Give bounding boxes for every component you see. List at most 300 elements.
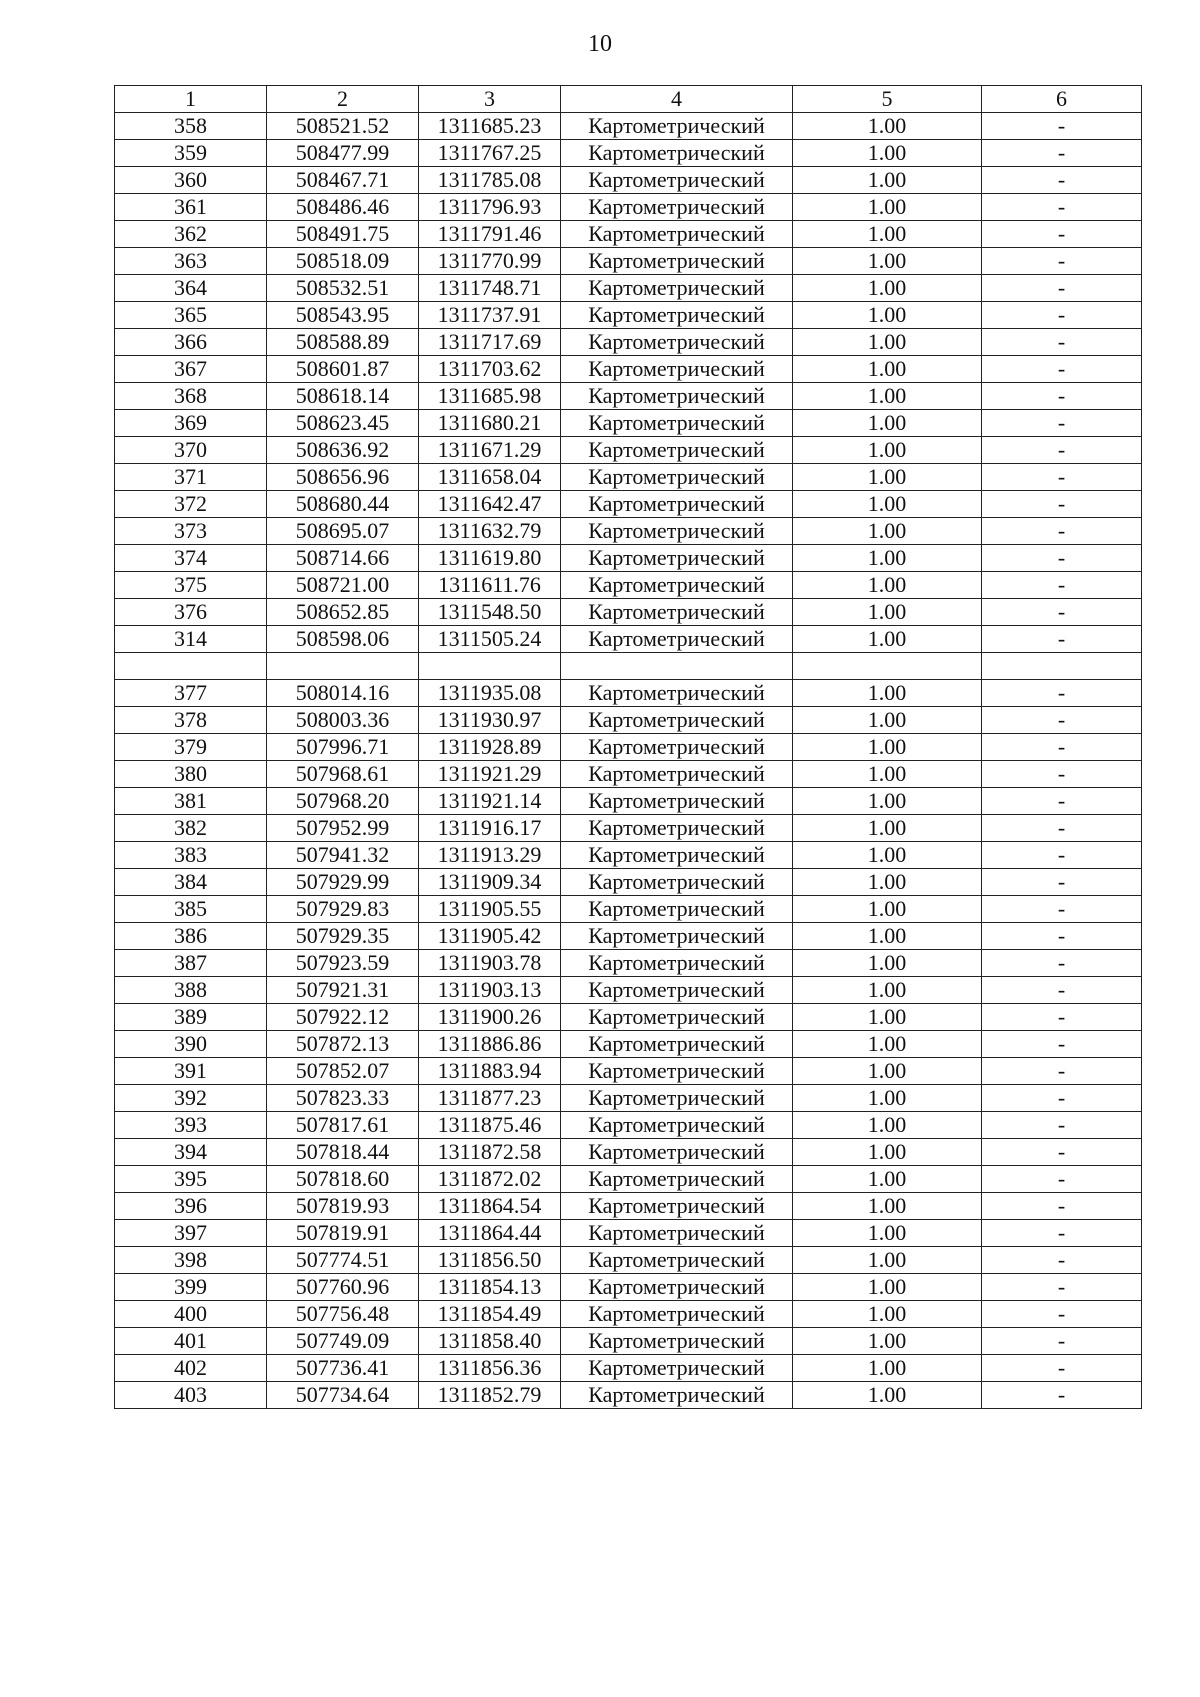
cell-method: Картометрический (561, 1112, 793, 1139)
cell-y-coordinate: 1311864.44 (419, 1220, 561, 1247)
cell-point-number: 387 (115, 950, 267, 977)
cell-accuracy: 1.00 (793, 464, 982, 491)
cell-note: - (982, 626, 1142, 653)
cell-method: Картометрический (561, 1301, 793, 1328)
cell-accuracy: 1.00 (793, 896, 982, 923)
cell-x-coordinate: 508721.00 (267, 572, 419, 599)
cell-accuracy: 1.00 (793, 1166, 982, 1193)
table-row (115, 1139, 1142, 1166)
cell-x-coordinate: 507968.61 (267, 761, 419, 788)
cell-y-coordinate: 1311785.08 (419, 167, 561, 194)
cell-point-number: 375 (115, 572, 267, 599)
cell-point-number: 395 (115, 1166, 267, 1193)
page-number: 10 (588, 31, 612, 57)
table-row (115, 572, 1142, 599)
table-row (115, 923, 1142, 950)
cell-y-coordinate: 1311921.14 (419, 788, 561, 815)
cell-method: Картометрический (561, 869, 793, 896)
cell-point-number: 361 (115, 194, 267, 221)
cell-y-coordinate: 1311903.13 (419, 977, 561, 1004)
cell-method: Картометрический (561, 1031, 793, 1058)
cell-point-number: 386 (115, 923, 267, 950)
coordinates-table (114, 85, 1142, 1409)
cell-x-coordinate: 508467.71 (267, 167, 419, 194)
table-row (115, 680, 1142, 707)
cell-method: Картометрический (561, 680, 793, 707)
cell-method: Картометрический (561, 1247, 793, 1274)
cell-x-coordinate: 507817.61 (267, 1112, 419, 1139)
header-row (115, 86, 1142, 113)
cell-note: - (982, 113, 1142, 140)
cell-note: - (982, 1355, 1142, 1382)
cell-x-coordinate: 508532.51 (267, 275, 419, 302)
cell-note: - (982, 680, 1142, 707)
cell-y-coordinate: 1311913.29 (419, 842, 561, 869)
cell-note: - (982, 1247, 1142, 1274)
cell-method: Картометрический (561, 761, 793, 788)
cell-method: Картометрический (561, 383, 793, 410)
cell-point-number: 363 (115, 248, 267, 275)
cell-y-coordinate: 1311872.02 (419, 1166, 561, 1193)
cell-accuracy: 1.00 (793, 140, 982, 167)
cell-note: - (982, 302, 1142, 329)
cell-x-coordinate: 508598.06 (267, 626, 419, 653)
cell-point-number: 382 (115, 815, 267, 842)
cell-point-number: 377 (115, 680, 267, 707)
table-row (115, 1004, 1142, 1031)
cell-x-coordinate: 507774.51 (267, 1247, 419, 1274)
cell-note: - (982, 788, 1142, 815)
cell-x-coordinate: 507923.59 (267, 950, 419, 977)
cell-y-coordinate: 1311680.21 (419, 410, 561, 437)
table-row (115, 626, 1142, 653)
cell-note: - (982, 734, 1142, 761)
cell-x-coordinate: 507929.35 (267, 923, 419, 950)
cell-accuracy: 1.00 (793, 680, 982, 707)
cell-accuracy: 1.00 (793, 923, 982, 950)
cell-y-coordinate: 1311770.99 (419, 248, 561, 275)
cell-y-coordinate: 1311737.91 (419, 302, 561, 329)
cell-note: - (982, 599, 1142, 626)
table-row (115, 977, 1142, 1004)
cell-point-number: 400 (115, 1301, 267, 1328)
cell-x-coordinate: 507756.48 (267, 1301, 419, 1328)
cell-method: Картометрический (561, 248, 793, 275)
cell-y-coordinate: 1311872.58 (419, 1139, 561, 1166)
table-row (115, 761, 1142, 788)
table-row (115, 518, 1142, 545)
cell-method: Картометрический (561, 140, 793, 167)
table-row (115, 275, 1142, 302)
cell-method: Картометрический (561, 1085, 793, 1112)
cell-method: Картометрический (561, 1382, 793, 1409)
cell-accuracy: 1.00 (793, 1031, 982, 1058)
cell-note: - (982, 491, 1142, 518)
cell-accuracy: 1.00 (793, 1139, 982, 1166)
cell-note: - (982, 167, 1142, 194)
cell-accuracy: 1.00 (793, 275, 982, 302)
table-row (115, 194, 1142, 221)
table-row (115, 1085, 1142, 1112)
cell-method: Картометрический (561, 1220, 793, 1247)
cell-y-coordinate: 1311717.69 (419, 329, 561, 356)
cell-x-coordinate: 507968.20 (267, 788, 419, 815)
cell-x-coordinate: 508680.44 (267, 491, 419, 518)
cell-accuracy: 1.00 (793, 167, 982, 194)
cell-accuracy: 1.00 (793, 1112, 982, 1139)
cell-accuracy: 1.00 (793, 248, 982, 275)
cell-accuracy: 1.00 (793, 977, 982, 1004)
table-row (115, 113, 1142, 140)
cell-point-number: 362 (115, 221, 267, 248)
cell-point-number: 402 (115, 1355, 267, 1382)
cell-y-coordinate: 1311619.80 (419, 545, 561, 572)
table-row (115, 248, 1142, 275)
cell-point-number: 379 (115, 734, 267, 761)
cell-accuracy: 1.00 (793, 545, 982, 572)
cell-note: - (982, 356, 1142, 383)
table-row (115, 545, 1142, 572)
table-row (115, 950, 1142, 977)
cell-note: - (982, 1220, 1142, 1247)
cell-x-coordinate: 507736.41 (267, 1355, 419, 1382)
cell-method: Картометрический (561, 437, 793, 464)
cell-y-coordinate: 1311903.78 (419, 950, 561, 977)
cell-x-coordinate: 507872.13 (267, 1031, 419, 1058)
cell-method: Картометрический (561, 491, 793, 518)
cell-method: Картометрический (561, 302, 793, 329)
cell-point-number: 385 (115, 896, 267, 923)
cell-point-number (115, 653, 267, 680)
cell-accuracy: 1.00 (793, 302, 982, 329)
cell-note (982, 653, 1142, 680)
cell-x-coordinate: 507819.93 (267, 1193, 419, 1220)
cell-x-coordinate: 507929.83 (267, 896, 419, 923)
cell-y-coordinate: 1311875.46 (419, 1112, 561, 1139)
cell-method: Картометрический (561, 815, 793, 842)
table-row (115, 329, 1142, 356)
cell-x-coordinate: 508014.16 (267, 680, 419, 707)
cell-y-coordinate (419, 653, 561, 680)
table-row (115, 1112, 1142, 1139)
table-row (115, 140, 1142, 167)
cell-point-number: 392 (115, 1085, 267, 1112)
table-row (115, 599, 1142, 626)
table-row (115, 1301, 1142, 1328)
cell-x-coordinate: 507760.96 (267, 1274, 419, 1301)
cell-accuracy: 1.00 (793, 761, 982, 788)
cell-point-number: 403 (115, 1382, 267, 1409)
cell-y-coordinate: 1311856.50 (419, 1247, 561, 1274)
cell-point-number: 364 (115, 275, 267, 302)
cell-point-number: 397 (115, 1220, 267, 1247)
cell-point-number: 390 (115, 1031, 267, 1058)
cell-x-coordinate: 508521.52 (267, 113, 419, 140)
cell-method: Картометрический (561, 221, 793, 248)
cell-point-number: 372 (115, 491, 267, 518)
header-cell-2: 2 (267, 86, 419, 113)
cell-y-coordinate: 1311505.24 (419, 626, 561, 653)
cell-x-coordinate: 508636.92 (267, 437, 419, 464)
cell-x-coordinate: 508477.99 (267, 140, 419, 167)
cell-accuracy: 1.00 (793, 815, 982, 842)
cell-note: - (982, 1301, 1142, 1328)
cell-note: - (982, 977, 1142, 1004)
cell-y-coordinate: 1311548.50 (419, 599, 561, 626)
table-row (115, 1274, 1142, 1301)
table-row (115, 734, 1142, 761)
cell-accuracy: 1.00 (793, 491, 982, 518)
cell-point-number: 374 (115, 545, 267, 572)
cell-accuracy: 1.00 (793, 1085, 982, 1112)
cell-accuracy: 1.00 (793, 734, 982, 761)
cell-method (561, 653, 793, 680)
cell-accuracy: 1.00 (793, 518, 982, 545)
cell-note: - (982, 761, 1142, 788)
table-row (115, 1193, 1142, 1220)
cell-y-coordinate: 1311905.55 (419, 896, 561, 923)
cell-y-coordinate: 1311935.08 (419, 680, 561, 707)
cell-note: - (982, 221, 1142, 248)
cell-x-coordinate: 508623.45 (267, 410, 419, 437)
cell-point-number: 376 (115, 599, 267, 626)
cell-point-number: 367 (115, 356, 267, 383)
cell-note: - (982, 1193, 1142, 1220)
cell-note: - (982, 1085, 1142, 1112)
cell-point-number: 368 (115, 383, 267, 410)
cell-accuracy: 1.00 (793, 1247, 982, 1274)
cell-x-coordinate: 507996.71 (267, 734, 419, 761)
table-row (115, 788, 1142, 815)
cell-note: - (982, 437, 1142, 464)
cell-x-coordinate: 508486.46 (267, 194, 419, 221)
cell-x-coordinate: 507818.44 (267, 1139, 419, 1166)
cell-x-coordinate: 508601.87 (267, 356, 419, 383)
cell-y-coordinate: 1311856.36 (419, 1355, 561, 1382)
cell-y-coordinate: 1311854.13 (419, 1274, 561, 1301)
cell-y-coordinate: 1311883.94 (419, 1058, 561, 1085)
cell-y-coordinate: 1311928.89 (419, 734, 561, 761)
cell-point-number: 369 (115, 410, 267, 437)
cell-accuracy: 1.00 (793, 1382, 982, 1409)
cell-point-number: 365 (115, 302, 267, 329)
cell-y-coordinate: 1311658.04 (419, 464, 561, 491)
cell-point-number: 358 (115, 113, 267, 140)
cell-method: Картометрический (561, 842, 793, 869)
cell-point-number: 370 (115, 437, 267, 464)
cell-method: Картометрический (561, 356, 793, 383)
cell-x-coordinate: 507929.99 (267, 869, 419, 896)
cell-x-coordinate: 508714.66 (267, 545, 419, 572)
cell-accuracy: 1.00 (793, 626, 982, 653)
cell-note: - (982, 1382, 1142, 1409)
table-row (115, 1220, 1142, 1247)
cell-note: - (982, 329, 1142, 356)
cell-method: Картометрический (561, 1058, 793, 1085)
cell-y-coordinate: 1311748.71 (419, 275, 561, 302)
cell-note: - (982, 950, 1142, 977)
table-row (115, 1166, 1142, 1193)
cell-x-coordinate: 507734.64 (267, 1382, 419, 1409)
cell-x-coordinate: 508618.14 (267, 383, 419, 410)
cell-note: - (982, 545, 1142, 572)
table-row (115, 464, 1142, 491)
cell-note: - (982, 572, 1142, 599)
cell-point-number: 360 (115, 167, 267, 194)
cell-accuracy: 1.00 (793, 869, 982, 896)
cell-point-number: 371 (115, 464, 267, 491)
cell-method: Картометрический (561, 626, 793, 653)
cell-accuracy: 1.00 (793, 572, 982, 599)
cell-point-number: 373 (115, 518, 267, 545)
cell-note: - (982, 707, 1142, 734)
cell-x-coordinate: 507823.33 (267, 1085, 419, 1112)
cell-method: Картометрический (561, 167, 793, 194)
cell-method: Картометрический (561, 194, 793, 221)
cell-method: Картометрический (561, 518, 793, 545)
cell-accuracy (793, 653, 982, 680)
cell-method: Картометрический (561, 1328, 793, 1355)
cell-accuracy: 1.00 (793, 1058, 982, 1085)
cell-accuracy: 1.00 (793, 950, 982, 977)
table-row (115, 1382, 1142, 1409)
cell-x-coordinate (267, 653, 419, 680)
cell-x-coordinate: 508656.96 (267, 464, 419, 491)
cell-note: - (982, 275, 1142, 302)
table-row (115, 491, 1142, 518)
table-row (115, 1031, 1142, 1058)
cell-point-number: 380 (115, 761, 267, 788)
cell-note: - (982, 194, 1142, 221)
cell-y-coordinate: 1311685.23 (419, 113, 561, 140)
cell-x-coordinate: 508695.07 (267, 518, 419, 545)
header-cell-1: 1 (115, 86, 267, 113)
cell-y-coordinate: 1311796.93 (419, 194, 561, 221)
cell-note: - (982, 410, 1142, 437)
cell-y-coordinate: 1311930.97 (419, 707, 561, 734)
cell-accuracy: 1.00 (793, 113, 982, 140)
cell-x-coordinate: 507819.91 (267, 1220, 419, 1247)
cell-point-number: 394 (115, 1139, 267, 1166)
cell-x-coordinate: 507852.07 (267, 1058, 419, 1085)
cell-y-coordinate: 1311791.46 (419, 221, 561, 248)
cell-method: Картометрический (561, 923, 793, 950)
table-row (115, 896, 1142, 923)
cell-y-coordinate: 1311921.29 (419, 761, 561, 788)
cell-accuracy: 1.00 (793, 707, 982, 734)
cell-x-coordinate: 508003.36 (267, 707, 419, 734)
table-row (115, 707, 1142, 734)
cell-method: Картометрический (561, 329, 793, 356)
table-row (115, 869, 1142, 896)
cell-point-number: 389 (115, 1004, 267, 1031)
cell-note: - (982, 815, 1142, 842)
table-row (115, 410, 1142, 437)
cell-accuracy: 1.00 (793, 1220, 982, 1247)
cell-accuracy: 1.00 (793, 1328, 982, 1355)
table-row (115, 1355, 1142, 1382)
cell-point-number: 384 (115, 869, 267, 896)
cell-accuracy: 1.00 (793, 356, 982, 383)
cell-note: - (982, 140, 1142, 167)
cell-note: - (982, 842, 1142, 869)
table-row (115, 302, 1142, 329)
cell-accuracy: 1.00 (793, 788, 982, 815)
table-row (115, 383, 1142, 410)
cell-note: - (982, 1274, 1142, 1301)
header-cell-5: 5 (793, 86, 982, 113)
cell-method: Картометрический (561, 572, 793, 599)
table-row (115, 653, 1142, 680)
cell-y-coordinate: 1311854.49 (419, 1301, 561, 1328)
cell-method: Картометрический (561, 464, 793, 491)
cell-accuracy: 1.00 (793, 1274, 982, 1301)
cell-x-coordinate: 507921.31 (267, 977, 419, 1004)
table-row (115, 1328, 1142, 1355)
cell-point-number: 359 (115, 140, 267, 167)
cell-note: - (982, 1166, 1142, 1193)
table-row (115, 167, 1142, 194)
cell-y-coordinate: 1311886.86 (419, 1031, 561, 1058)
cell-note: - (982, 1112, 1142, 1139)
cell-method: Картометрический (561, 275, 793, 302)
table-row (115, 1247, 1142, 1274)
table-row (115, 1058, 1142, 1085)
cell-point-number: 398 (115, 1247, 267, 1274)
cell-accuracy: 1.00 (793, 194, 982, 221)
cell-accuracy: 1.00 (793, 1193, 982, 1220)
cell-y-coordinate: 1311905.42 (419, 923, 561, 950)
cell-note: - (982, 464, 1142, 491)
cell-accuracy: 1.00 (793, 437, 982, 464)
cell-method: Картометрический (561, 1193, 793, 1220)
cell-x-coordinate: 507922.12 (267, 1004, 419, 1031)
cell-y-coordinate: 1311671.29 (419, 437, 561, 464)
cell-x-coordinate: 508491.75 (267, 221, 419, 248)
cell-accuracy: 1.00 (793, 329, 982, 356)
cell-point-number: 378 (115, 707, 267, 734)
cell-y-coordinate: 1311900.26 (419, 1004, 561, 1031)
cell-y-coordinate: 1311685.98 (419, 383, 561, 410)
cell-point-number: 399 (115, 1274, 267, 1301)
cell-point-number: 391 (115, 1058, 267, 1085)
header-cell-4: 4 (561, 86, 793, 113)
cell-point-number: 381 (115, 788, 267, 815)
table-row (115, 356, 1142, 383)
cell-accuracy: 1.00 (793, 221, 982, 248)
cell-x-coordinate: 508518.09 (267, 248, 419, 275)
cell-x-coordinate: 507941.32 (267, 842, 419, 869)
table-body (115, 113, 1142, 1409)
cell-method: Картометрический (561, 599, 793, 626)
cell-method: Картометрический (561, 950, 793, 977)
cell-y-coordinate: 1311767.25 (419, 140, 561, 167)
cell-point-number: 393 (115, 1112, 267, 1139)
cell-accuracy: 1.00 (793, 599, 982, 626)
cell-note: - (982, 896, 1142, 923)
table-row (115, 842, 1142, 869)
cell-method: Картометрический (561, 1004, 793, 1031)
cell-note: - (982, 1031, 1142, 1058)
cell-method: Картометрический (561, 113, 793, 140)
cell-point-number: 396 (115, 1193, 267, 1220)
cell-method: Картометрический (561, 977, 793, 1004)
cell-point-number: 401 (115, 1328, 267, 1355)
cell-x-coordinate: 508543.95 (267, 302, 419, 329)
table-row (115, 221, 1142, 248)
cell-y-coordinate: 1311916.17 (419, 815, 561, 842)
header-cell-6: 6 (982, 86, 1142, 113)
